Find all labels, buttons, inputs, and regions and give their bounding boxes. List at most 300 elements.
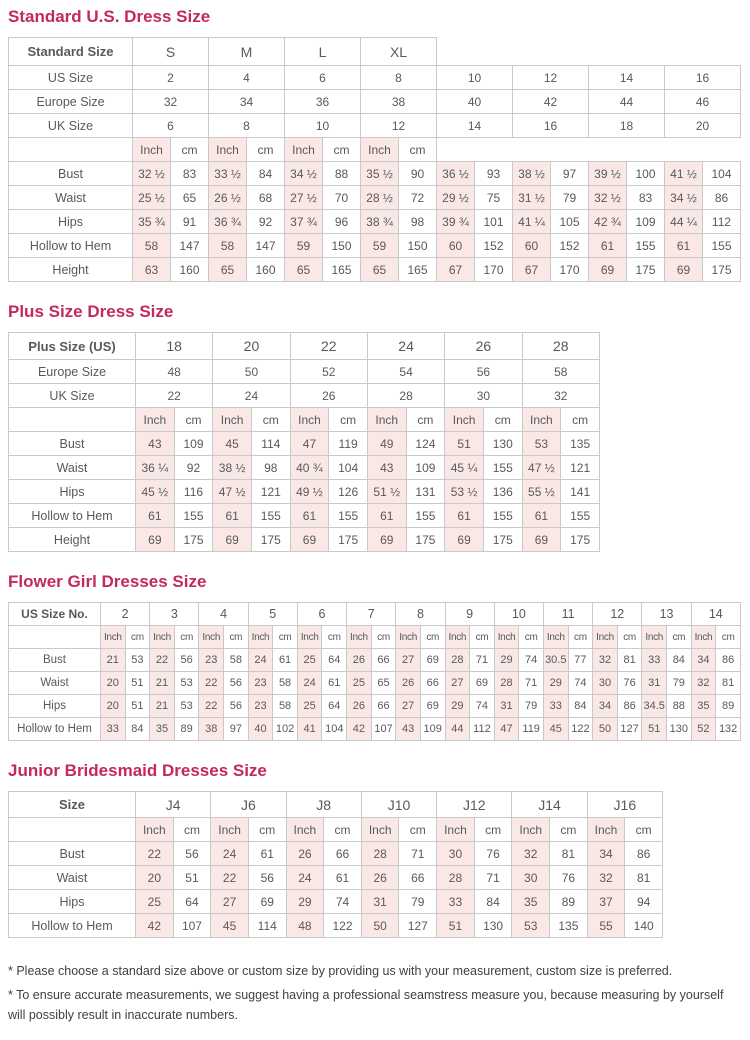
row-label: Hollow to Hem (9, 234, 133, 258)
measurement-inch-value: 37 (587, 890, 625, 914)
measurement-row (9, 480, 600, 504)
measurement-inch-value: 34 ½ (285, 162, 323, 186)
measurement-cm-value: 152 (551, 234, 589, 258)
size-group-label: 22 (290, 333, 367, 360)
measurement-inch-value: 58 (133, 234, 171, 258)
size-value: 6 (285, 66, 361, 90)
size-value: 54 (367, 360, 444, 384)
measurement-inch-value: 51 (445, 432, 484, 456)
measurement-inch-value: 29 ½ (437, 186, 475, 210)
measurement-cm-value: 86 (703, 186, 741, 210)
measurement-inch-value: 21 (150, 672, 175, 695)
measurement-cm-value: 86 (716, 649, 741, 672)
size-value: 16 (665, 66, 741, 90)
measurement-inch-value: 44 ¼ (665, 210, 703, 234)
measurement-row (9, 258, 741, 282)
measurement-cm-value: 92 (247, 210, 285, 234)
measurement-row (9, 649, 741, 672)
unit-inch-label: Inch (213, 408, 252, 432)
measurement-inch-value: 33 (437, 890, 475, 914)
measurement-cm-value: 69 (248, 890, 286, 914)
measurement-cm-value: 75 (475, 186, 513, 210)
measurement-cm-value: 71 (399, 842, 437, 866)
measurement-cm-value: 135 (550, 914, 588, 938)
measurement-inch-value: 50 (593, 718, 618, 741)
measurement-cm-value: 114 (251, 432, 290, 456)
unit-inch-label: Inch (367, 408, 406, 432)
measurement-inch-value: 32 (587, 866, 625, 890)
unit-cm-label: cm (224, 626, 249, 649)
size-value: 40 (437, 90, 513, 114)
measurement-inch-value: 28 (361, 842, 399, 866)
unit-cm-label: cm (125, 626, 150, 649)
unit-inch-label: Inch (445, 408, 484, 432)
table-header-row (9, 38, 741, 66)
measurement-inch-value: 33 (543, 695, 568, 718)
measurement-row (9, 504, 600, 528)
unit-inch-label: Inch (285, 138, 323, 162)
measurement-cm-value: 135 (561, 432, 600, 456)
unit-inch-label: Inch (248, 626, 273, 649)
measurement-row (9, 456, 600, 480)
measurement-row (9, 210, 741, 234)
row-label: Hollow to Hem (9, 914, 136, 938)
measurement-cm-value: 86 (625, 842, 663, 866)
measurement-inch-value: 34 ½ (665, 186, 703, 210)
measurement-cm-value: 109 (174, 432, 213, 456)
measurement-row (9, 866, 663, 890)
measurement-cm-value: 96 (323, 210, 361, 234)
measurement-inch-value: 44 (445, 718, 470, 741)
size-value: 18 (589, 114, 665, 138)
row-label: US Size (9, 66, 133, 90)
size-group-label: XL (361, 38, 437, 66)
measurement-cm-value: 84 (568, 695, 593, 718)
unit-inch-label: Inch (522, 408, 561, 432)
measurement-inch-value: 22 (199, 695, 224, 718)
measurement-inch-value: 25 (136, 890, 174, 914)
measurement-inch-value: 23 (248, 672, 273, 695)
size-group-label: L (285, 38, 361, 66)
measurement-cm-value: 155 (174, 504, 213, 528)
size-group-label: J4 (136, 792, 211, 818)
measurement-inch-value: 40 ¾ (290, 456, 329, 480)
measurement-inch-value: 40 (248, 718, 273, 741)
measurement-row (9, 695, 741, 718)
measurement-inch-value: 53 (512, 914, 550, 938)
measurement-cm-value: 74 (568, 672, 593, 695)
size-value: 58 (522, 360, 599, 384)
measurement-cm-value: 81 (625, 866, 663, 890)
measurement-cm-value: 155 (561, 504, 600, 528)
measurement-inch-value: 32 (593, 649, 618, 672)
measurement-cm-value: 119 (329, 432, 368, 456)
measurement-inch-value: 43 (367, 456, 406, 480)
measurement-inch-value: 24 (286, 866, 324, 890)
measurement-cm-value: 51 (125, 695, 150, 718)
measurement-cm-value: 71 (470, 649, 495, 672)
size-group-label: 24 (367, 333, 444, 360)
size-group-label: 20 (213, 333, 290, 360)
measurement-cm-value: 72 (399, 186, 437, 210)
row-label: UK Size (9, 384, 136, 408)
unit-row-spacer (9, 818, 136, 842)
corner-label: Size (9, 792, 136, 818)
size-value: 2 (133, 66, 209, 90)
size-group-label: 8 (396, 603, 445, 626)
measurement-inch-value: 52 (691, 718, 716, 741)
size-value: 12 (513, 66, 589, 90)
unit-inch-label: Inch (587, 818, 625, 842)
measurement-cm-value: 175 (406, 528, 445, 552)
measurement-inch-value: 69 (665, 258, 703, 282)
unit-cm-label: cm (174, 408, 213, 432)
unit-cm-label: cm (716, 626, 741, 649)
measurement-inch-value: 30 (512, 866, 550, 890)
row-label: Hips (9, 480, 136, 504)
measurement-cm-value: 126 (329, 480, 368, 504)
measurement-inch-value: 69 (290, 528, 329, 552)
size-conversion-row (9, 360, 600, 384)
measurement-inch-value: 36 ½ (437, 162, 475, 186)
measurement-cm-value: 100 (627, 162, 665, 186)
measurement-inch-value: 34 (691, 649, 716, 672)
measurement-cm-value: 79 (399, 890, 437, 914)
unit-cm-label: cm (406, 408, 445, 432)
measurement-cm-value: 155 (406, 504, 445, 528)
measurement-cm-value: 116 (174, 480, 213, 504)
measurement-row (9, 162, 741, 186)
footnote-professional-seamstress: * To ensure accurate measurements, we suggest having a professional seamstress measure you, because measuring by yourself will possibly result in inaccurate numbers. (8, 988, 724, 1022)
measurement-inch-value: 69 (367, 528, 406, 552)
measurement-inch-value: 45 (543, 718, 568, 741)
measurement-cm-value: 64 (173, 890, 211, 914)
row-label: Waist (9, 672, 101, 695)
unit-cm-label: cm (248, 818, 286, 842)
measurement-inch-value: 25 ½ (133, 186, 171, 210)
size-group-label: 13 (642, 603, 691, 626)
unit-row-spacer (9, 138, 133, 162)
junior-bridesmaid-table (8, 791, 663, 938)
measurement-cm-value: 66 (371, 695, 396, 718)
measurement-cm-value: 109 (406, 456, 445, 480)
measurement-inch-value: 39 ¾ (437, 210, 475, 234)
size-value: 42 (513, 90, 589, 114)
measurement-inch-value: 23 (199, 649, 224, 672)
unit-inch-label: Inch (211, 818, 249, 842)
measurement-cm-value: 155 (251, 504, 290, 528)
measurement-cm-value: 84 (247, 162, 285, 186)
row-label: Waist (9, 866, 136, 890)
measurement-cm-value: 56 (174, 649, 199, 672)
measurement-cm-value: 112 (703, 210, 741, 234)
measurement-inch-value: 45 (211, 914, 249, 938)
size-value: 16 (513, 114, 589, 138)
measurement-inch-value: 42 (136, 914, 174, 938)
measurement-inch-value: 61 (213, 504, 252, 528)
flower-girl-section (8, 572, 742, 741)
measurement-cm-value: 83 (171, 162, 209, 186)
measurement-cm-value: 141 (561, 480, 600, 504)
measurement-inch-value: 27 (445, 672, 470, 695)
row-label: Height (9, 258, 133, 282)
measurement-inch-value: 61 (665, 234, 703, 258)
measurement-inch-value: 26 (347, 649, 372, 672)
measurement-cm-value: 86 (617, 695, 642, 718)
measurement-inch-value: 23 (248, 695, 273, 718)
measurement-inch-value: 45 ½ (136, 480, 175, 504)
measurement-cm-value: 155 (483, 504, 522, 528)
unit-inch-label: Inch (133, 138, 171, 162)
measurement-inch-value: 47 (494, 718, 519, 741)
unit-inch-label: Inch (101, 626, 126, 649)
standard-size-table (8, 37, 741, 282)
measurement-cm-value: 61 (273, 649, 298, 672)
size-conversion-row (9, 90, 741, 114)
measurement-inch-value: 67 (513, 258, 551, 282)
size-value: 28 (367, 384, 444, 408)
measurement-row (9, 842, 663, 866)
size-conversion-row (9, 66, 741, 90)
size-group-label: J6 (211, 792, 286, 818)
measurement-inch-value: 27 (396, 649, 421, 672)
size-value: 32 (522, 384, 599, 408)
measurement-cm-value: 70 (323, 186, 361, 210)
measurement-inch-value: 27 (211, 890, 249, 914)
size-value: 20 (665, 114, 741, 138)
size-group-label: 9 (445, 603, 494, 626)
measurement-cm-value: 65 (171, 186, 209, 210)
measurement-cm-value: 71 (519, 672, 544, 695)
unit-cm-label: cm (399, 818, 437, 842)
measurement-inch-value: 26 (396, 672, 421, 695)
unit-row-spacer (9, 408, 136, 432)
measurement-inch-value: 50 (361, 914, 399, 938)
row-label: Europe Size (9, 90, 133, 114)
size-group-label: 28 (522, 333, 599, 360)
size-value: 44 (589, 90, 665, 114)
unit-cm-label: cm (625, 818, 663, 842)
measurement-cm-value: 65 (371, 672, 396, 695)
size-value: 8 (209, 114, 285, 138)
measurement-inch-value: 34.5 (642, 695, 667, 718)
unit-inch-label: Inch (136, 408, 175, 432)
measurement-cm-value: 131 (406, 480, 445, 504)
size-value: 14 (589, 66, 665, 90)
measurement-cm-value: 130 (474, 914, 512, 938)
measurement-cm-value: 93 (475, 162, 513, 186)
measurement-cm-value: 88 (667, 695, 692, 718)
unit-cm-label: cm (561, 408, 600, 432)
measurement-row (9, 528, 600, 552)
unit-cm-label: cm (420, 626, 445, 649)
measurement-cm-value: 155 (329, 504, 368, 528)
unit-inch-label: Inch (347, 626, 372, 649)
size-group-label: 4 (199, 603, 248, 626)
measurement-inch-value: 42 (347, 718, 372, 741)
measurement-cm-value: 132 (716, 718, 741, 741)
unit-cm-label: cm (667, 626, 692, 649)
unit-cm-label: cm (273, 626, 298, 649)
unit-cm-label: cm (322, 626, 347, 649)
size-value: 34 (209, 90, 285, 114)
measurement-inch-value: 30.5 (543, 649, 568, 672)
measurement-cm-value: 84 (125, 718, 150, 741)
size-group-label: 18 (136, 333, 213, 360)
measurement-inch-value: 21 (150, 695, 175, 718)
measurement-cm-value: 61 (322, 672, 347, 695)
measurement-cm-value: 175 (251, 528, 290, 552)
size-value: 24 (213, 384, 290, 408)
measurement-cm-value: 140 (625, 914, 663, 938)
unit-cm-label: cm (323, 138, 361, 162)
measurement-cm-value: 88 (323, 162, 361, 186)
size-group-label: 10 (494, 603, 543, 626)
measurement-inch-value: 63 (133, 258, 171, 282)
measurement-inch-value: 69 (445, 528, 484, 552)
unit-cm-label: cm (568, 626, 593, 649)
unit-cm-label: cm (324, 818, 362, 842)
measurement-inch-value: 35 ½ (361, 162, 399, 186)
measurement-cm-value: 69 (470, 672, 495, 695)
measurement-inch-value: 45 (213, 432, 252, 456)
measurement-cm-value: 74 (470, 695, 495, 718)
measurement-cm-value: 175 (174, 528, 213, 552)
measurement-inch-value: 41 ½ (665, 162, 703, 186)
row-label: Hips (9, 695, 101, 718)
row-label: Bust (9, 649, 101, 672)
measurement-inch-value: 47 ½ (213, 480, 252, 504)
unit-inch-label: Inch (642, 626, 667, 649)
measurement-cm-value: 66 (399, 866, 437, 890)
measurement-cm-value: 175 (703, 258, 741, 282)
measurement-cm-value: 84 (667, 649, 692, 672)
row-label: Waist (9, 186, 133, 210)
measurement-inch-value: 43 (136, 432, 175, 456)
measurement-cm-value: 83 (627, 186, 665, 210)
measurement-inch-value: 55 ½ (522, 480, 561, 504)
flower-girl-table (8, 602, 741, 741)
measurement-cm-value: 79 (519, 695, 544, 718)
unit-inch-label: Inch (136, 818, 174, 842)
size-group-label: S (133, 38, 209, 66)
measurement-inch-value: 60 (513, 234, 551, 258)
measurement-cm-value: 89 (550, 890, 588, 914)
measurement-inch-value: 26 ½ (209, 186, 247, 210)
measurement-inch-value: 20 (101, 672, 126, 695)
measurement-row (9, 234, 741, 258)
measurement-row (9, 914, 663, 938)
unit-header-row (9, 626, 741, 649)
measurement-inch-value: 24 (297, 672, 322, 695)
unit-inch-label: Inch (150, 626, 175, 649)
measurement-cm-value: 121 (561, 456, 600, 480)
unit-cm-label: cm (371, 626, 396, 649)
measurement-inch-value: 34 (593, 695, 618, 718)
measurement-inch-value: 53 ½ (445, 480, 484, 504)
size-value: 4 (209, 66, 285, 90)
junior-bridesmaid-section (8, 761, 742, 938)
measurement-cm-value: 114 (248, 914, 286, 938)
measurement-cm-value: 150 (399, 234, 437, 258)
measurement-cm-value: 79 (667, 672, 692, 695)
size-value: 38 (361, 90, 437, 114)
size-value: 8 (361, 66, 437, 90)
measurement-inch-value: 49 (367, 432, 406, 456)
measurement-inch-value: 36 ¼ (136, 456, 175, 480)
measurement-cm-value: 66 (324, 842, 362, 866)
measurement-inch-value: 69 (589, 258, 627, 282)
measurement-inch-value: 31 (494, 695, 519, 718)
measurement-inch-value: 36 ¾ (209, 210, 247, 234)
measurement-cm-value: 92 (174, 456, 213, 480)
size-value: 50 (213, 360, 290, 384)
measurement-inch-value: 43 (396, 718, 421, 741)
unit-inch-label: Inch (396, 626, 421, 649)
measurement-cm-value: 104 (322, 718, 347, 741)
measurement-cm-value: 56 (224, 672, 249, 695)
junior-bridesmaid-title: Junior Bridesmaid Dresses Size (8, 761, 267, 780)
measurement-cm-value: 81 (550, 842, 588, 866)
measurement-cm-value: 90 (399, 162, 437, 186)
row-label: Hollow to Hem (9, 504, 136, 528)
row-label: Bust (9, 432, 136, 456)
measurement-cm-value: 150 (323, 234, 361, 258)
table-header-row (9, 333, 600, 360)
measurement-inch-value: 58 (209, 234, 247, 258)
measurement-inch-value: 28 (445, 649, 470, 672)
measurement-cm-value: 104 (329, 456, 368, 480)
measurement-inch-value: 35 ¾ (133, 210, 171, 234)
measurement-inch-value: 61 (445, 504, 484, 528)
measurement-cm-value: 58 (224, 649, 249, 672)
unit-inch-label: Inch (437, 818, 475, 842)
measurement-inch-value: 29 (286, 890, 324, 914)
unit-cm-label: cm (329, 408, 368, 432)
measurement-inch-value: 20 (136, 866, 174, 890)
measurement-inch-value: 67 (437, 258, 475, 282)
measurement-inch-value: 35 (691, 695, 716, 718)
flower-girl-title: Flower Girl Dresses Size (8, 572, 207, 591)
row-label: Waist (9, 456, 136, 480)
measurement-cm-value: 170 (551, 258, 589, 282)
size-value: 32 (133, 90, 209, 114)
measurement-cm-value: 69 (420, 695, 445, 718)
measurement-cm-value: 170 (475, 258, 513, 282)
unit-inch-label: Inch (512, 818, 550, 842)
unit-cm-label: cm (399, 138, 437, 162)
measurement-inch-value: 55 (587, 914, 625, 938)
unit-inch-label: Inch (290, 408, 329, 432)
measurement-inch-value: 30 (593, 672, 618, 695)
measurement-inch-value: 22 (211, 866, 249, 890)
measurement-cm-value: 74 (324, 890, 362, 914)
measurement-cm-value: 69 (420, 649, 445, 672)
unit-inch-label: Inch (691, 626, 716, 649)
row-label: Europe Size (9, 360, 136, 384)
measurement-cm-value: 81 (716, 672, 741, 695)
size-group-label: 14 (691, 603, 740, 626)
measurement-inch-value: 31 ½ (513, 186, 551, 210)
measurement-inch-value: 27 ½ (285, 186, 323, 210)
measurement-cm-value: 175 (483, 528, 522, 552)
measurement-inch-value: 61 (367, 504, 406, 528)
measurement-cm-value: 64 (322, 649, 347, 672)
row-label: Height (9, 528, 136, 552)
size-value: 14 (437, 114, 513, 138)
standard-size-section (8, 7, 742, 282)
size-conversion-row (9, 384, 600, 408)
